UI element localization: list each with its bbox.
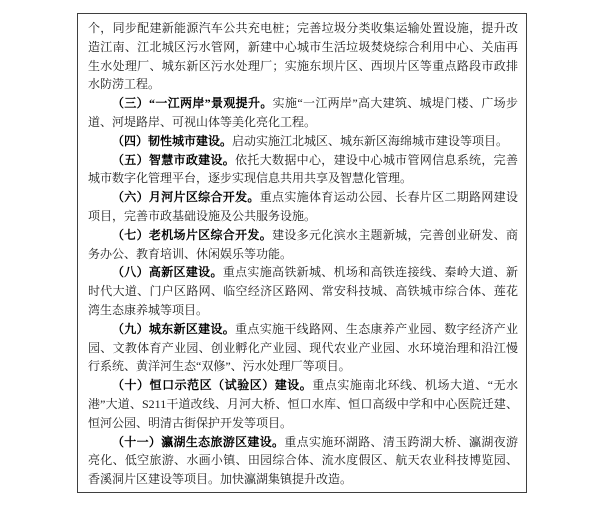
paragraph <box>88 376 518 432</box>
paragraph-heading: （四）韧性城市建设。 <box>112 133 233 148</box>
paragraph-text: 重点实施干线路网、生态康养产业园、数字经济产业园、文教体育产业园、创业孵化产业园、现代农业产业园、水环境治理和沿江慢行系统、黄洋河生态“双修”、污水处理厂等项目。 <box>88 321 518 374</box>
paragraph-heading: （十）恒口示范区（试验区）建设。 <box>112 378 313 393</box>
paragraph <box>88 226 518 264</box>
paragraph <box>88 320 518 376</box>
paragraph <box>88 94 518 132</box>
paragraph <box>88 151 518 189</box>
paragraph-heading: （六）月河片区综合开发。 <box>112 190 260 205</box>
paragraph-heading: （八）高新区建设。 <box>112 265 223 280</box>
paragraph-text: 启动实施江北城区、城东新区海绵城市建设等项目。 <box>232 133 509 148</box>
paragraph-heading: （七）老机场片区综合开发。 <box>112 227 273 242</box>
paragraph-heading: （十一）瀛湖生态旅游区建设。 <box>112 434 285 449</box>
paragraph <box>88 132 518 151</box>
paragraph-text: 重点实施高铁新城、机场和高铁连接线、秦岭大道、新时代大道、门户区路网、临空经济区路网、常安科技城、高铁城市综合体、莲花湾生态康养城等项目。 <box>88 265 518 317</box>
paragraph-heading: （三）“一江两岸”景观提升。 <box>112 96 273 111</box>
paragraph-text: 依托大数据中心，建设中心城市管网信息系统，完善城市数字化管理平台，逐步实现信息共用共享及智慧化管理。 <box>88 152 518 186</box>
paragraph-text: 重点实施体育运动公园、长春片区二期路网建设项目，完善市政基础设施及公共服务设施。 <box>88 190 518 223</box>
paragraph <box>88 19 518 94</box>
paragraph-text: 实施“一江两岸”高大建筑、城堤门楼、广场步道、河堤路岸、可视山体等美化亮化工程。 <box>88 96 518 129</box>
paragraph <box>88 433 518 489</box>
paragraph-text: 重点实施南北环线、机场大道、“无水港”大道、S211干道改线、月河大桥、恒口水库、恒口高级中学和中心医院迁建、恒河公园、明清古街保护开发等项目。 <box>88 378 518 430</box>
paragraph-text: 重点实施环湖路、清玉跨湖大桥、瀛湖夜游亮化、低空旅游、水画小镇、田园综合体、流水度假区、航天农业科技博览园、香溪洞片区建设等项目。加快瀛湖集镇提升改造。 <box>88 434 518 487</box>
document-page <box>77 13 527 493</box>
paragraph <box>88 188 518 226</box>
paragraph-text: 建设多元化滨水主题新城，完善创业研发、商务办公、教育培训、休闲娱乐等功能。 <box>88 227 518 261</box>
paragraph-heading: （五）智慧市政建设。 <box>112 152 236 167</box>
paragraph-heading: （九）城东新区建设。 <box>112 321 236 336</box>
paragraph-text: 个，同步配建新能源汽车公共充电桩；完善垃圾分类收集运输处置设施，提升改造江南、江北城区污水管网，新建中心城市生活垃圾焚烧综合利用中心、关庙再生水处理厂、城东新区污水处理厂；实施东坝片区、西坝片区等重点路段市政排水防涝工程。 <box>88 21 518 92</box>
paragraph <box>88 263 518 319</box>
document-body <box>88 19 518 489</box>
